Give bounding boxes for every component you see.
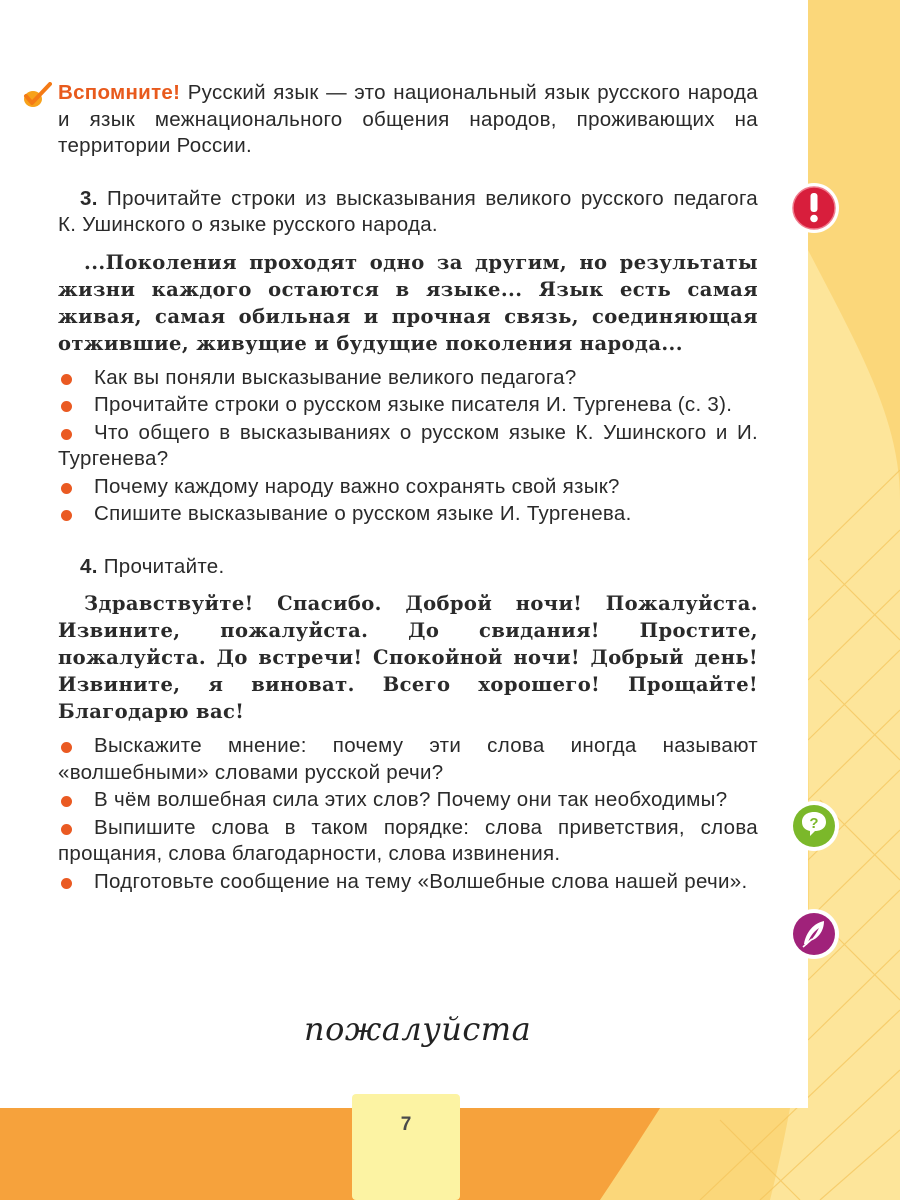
bullet-icon [61, 429, 72, 440]
bullet-icon [61, 510, 72, 521]
question-item: Что общего в высказываниях о русском языке К. Ушинского и И. Тургенева? [58, 420, 758, 470]
question-item: Прочитайте строки о русском языке писателя И. Тургенева (с. 3). [58, 392, 758, 419]
svg-text:?: ? [809, 815, 819, 832]
remember-text: Русский язык — это национальный язык русского народа и язык межнационального общения народов, проживающих на территории России. [58, 81, 758, 157]
bullet-icon [61, 824, 72, 835]
task-4 [58, 554, 758, 581]
question-item: Подготовьте сообщение на тему «Волшебные слова нашей речи». [58, 869, 758, 896]
bullet-icon [61, 796, 72, 807]
task-number: 3. [80, 186, 98, 210]
bullet-icon [61, 742, 72, 753]
bullet-icon [61, 483, 72, 494]
exclamation-icon [788, 182, 840, 234]
task-number: 4. [80, 554, 98, 578]
question-item: Спишите высказывание о русском языке И. Тургенева. [58, 501, 758, 528]
task-3 [58, 186, 758, 239]
cursive-word: пожалуйста [304, 1010, 532, 1048]
remember-block [20, 80, 758, 160]
ushinsky-quote: ...Поколения проходят одно за другим, но результаты жизни каждого остаются в языке... Язык есть самая живая, самая обильная и прочная связь, соединяющая отжившие, живущие и будущие поколения народа... [58, 250, 758, 355]
bullet-icon [61, 374, 72, 385]
task-text: Прочитайте. [103, 554, 225, 578]
question-item: Выпишите слова в таком порядке: слова приветствия, слова прощания, слова благодарности, слова извинения. [58, 815, 758, 865]
task-3-questions [58, 365, 758, 528]
question-item: Как вы поняли высказывание великого педагога? [58, 365, 758, 392]
question-speech-icon [788, 800, 840, 852]
polite-words: Здравствуйте! Спасибо. Доброй ночи! Пожалуйста. Извините, пожалуйста. До свидания! Простите, пожалуйста. До встречи! Спокойной ночи! Добрый день! Извините, я виноват. Всего хорошего! Прощайте! Благодарю вас! [58, 592, 758, 723]
question-item: Выскажите мнение: почему эти слова иногда называют «волшебными» словами русской речи? [58, 734, 758, 784]
question-item: В чём волшебная сила этих слов? Почему они так необходимы? [58, 787, 758, 814]
bullet-icon [61, 878, 72, 889]
bullet-icon [61, 401, 72, 412]
feather-pen-icon [788, 908, 840, 960]
page-number: 7 [400, 1114, 412, 1135]
question-item: Почему каждому народу важно сохранять свой язык? [58, 474, 758, 501]
page-number-box [352, 1094, 460, 1200]
task-text: Прочитайте строки из высказывания великого русского педагога К. Ушинского о языке русского народа. [58, 186, 758, 236]
checkmark-icon [20, 82, 52, 108]
task-4-questions [58, 733, 758, 895]
remember-title: Вспомните! [58, 81, 181, 104]
main-content [58, 80, 758, 896]
